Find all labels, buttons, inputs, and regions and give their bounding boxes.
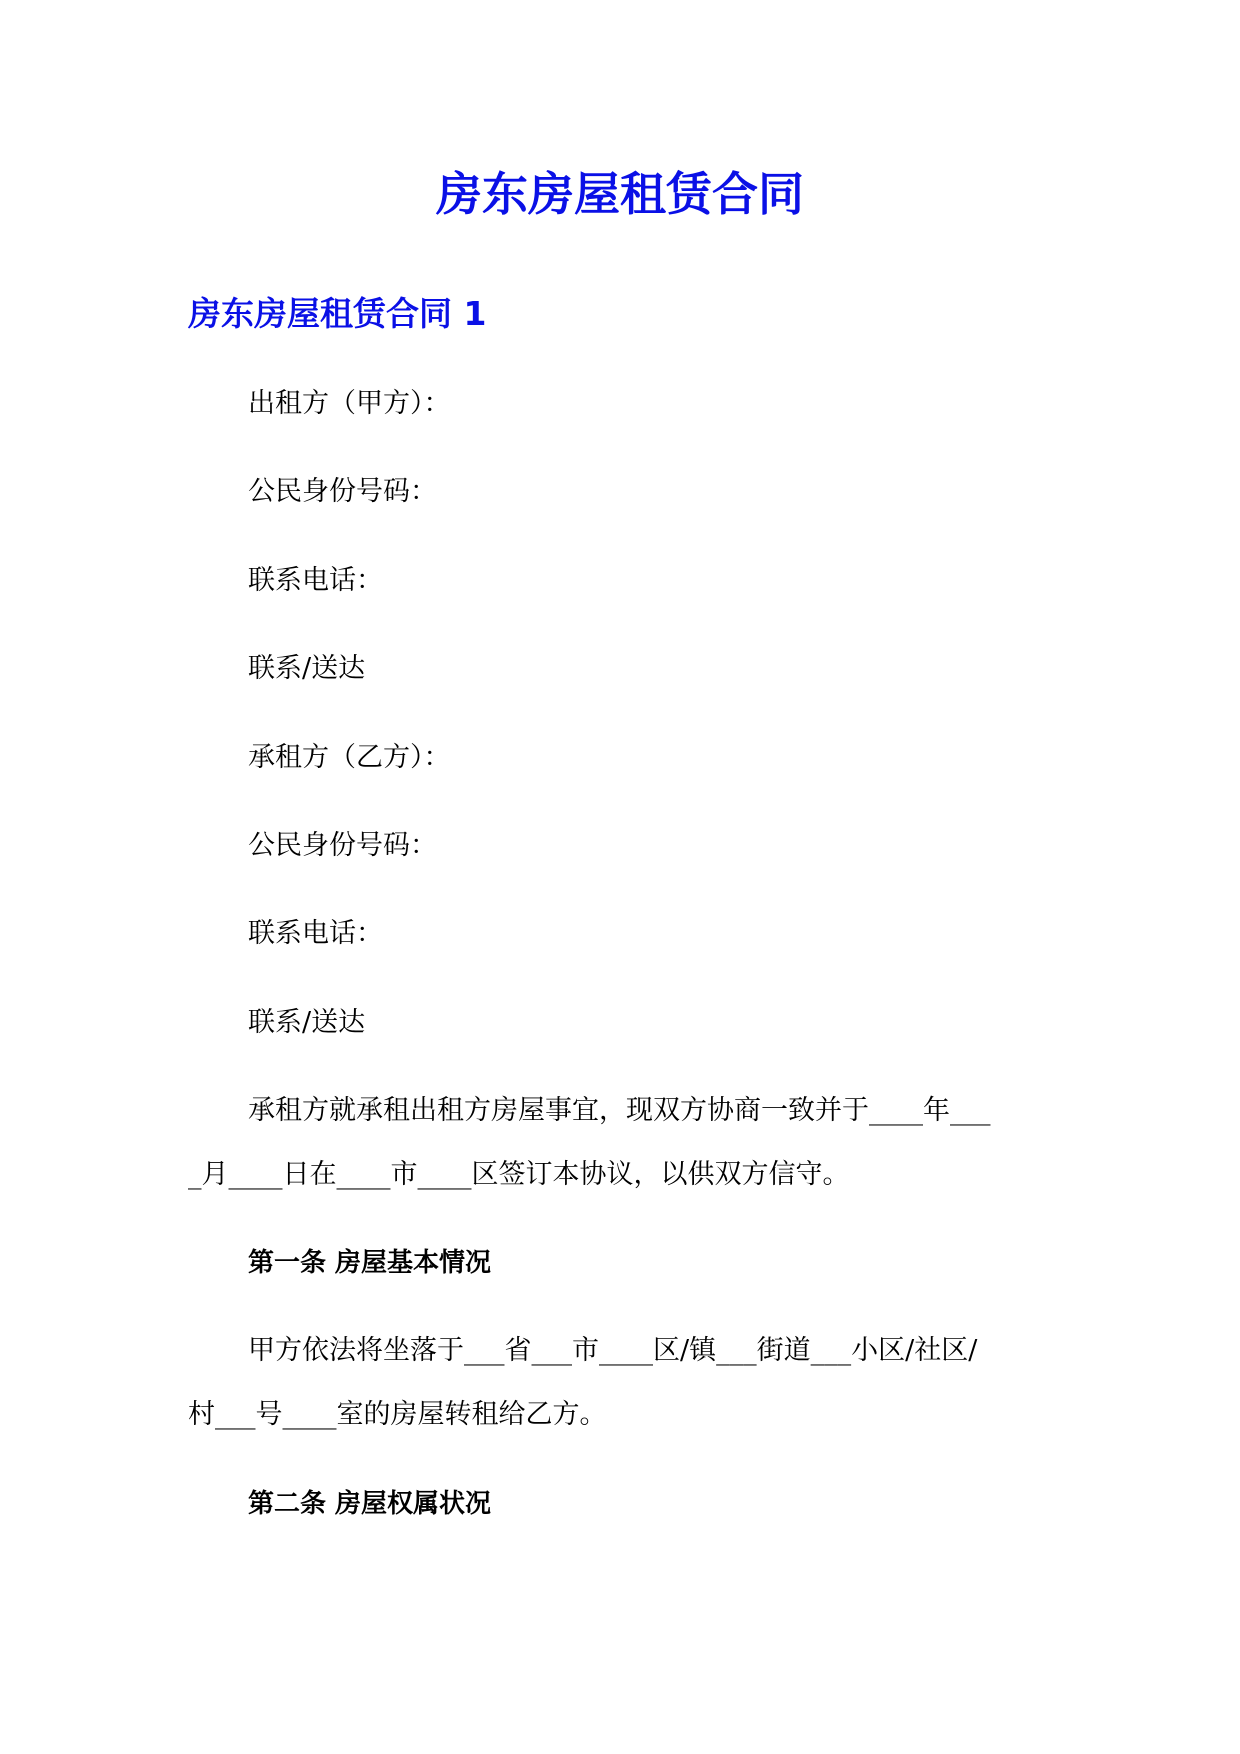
lessee-address-label: 联系/送达 (248, 1007, 366, 1038)
article-1-paragraph-line-1: 甲方依法将坐落于___省___市____区/镇___街道___小区/社区/ (248, 1335, 978, 1366)
agreement-paragraph-line-1: 承租方就承租出租方房屋事宜，现双方协商一致并于____年___ (248, 1095, 991, 1126)
lessor-label: 出租方（甲方）： (248, 388, 451, 419)
article-2-heading: 第二条 房屋权属状况 (248, 1489, 492, 1519)
article-1-paragraph-line-2: 村___号____室的房屋转租给乙方。 (188, 1399, 607, 1430)
section-heading: 房东房屋租赁合同 1 (188, 294, 487, 333)
article-1-heading: 第一条 房屋基本情况 (248, 1248, 492, 1278)
lessor-address-label: 联系/送达 (248, 653, 366, 684)
lessor-id-label: 公民身份号码： (248, 476, 437, 507)
lessor-phone-label: 联系电话： (248, 565, 383, 596)
lessee-label: 承租方（乙方）： (248, 742, 451, 773)
lessee-phone-label: 联系电话： (248, 918, 383, 949)
document-title: 房东房屋租赁合同 (436, 167, 804, 221)
agreement-paragraph-line-2: _月____日在____市____区签订本协议，以供双方信守。 (188, 1159, 850, 1190)
lessee-id-label: 公民身份号码： (248, 830, 437, 861)
